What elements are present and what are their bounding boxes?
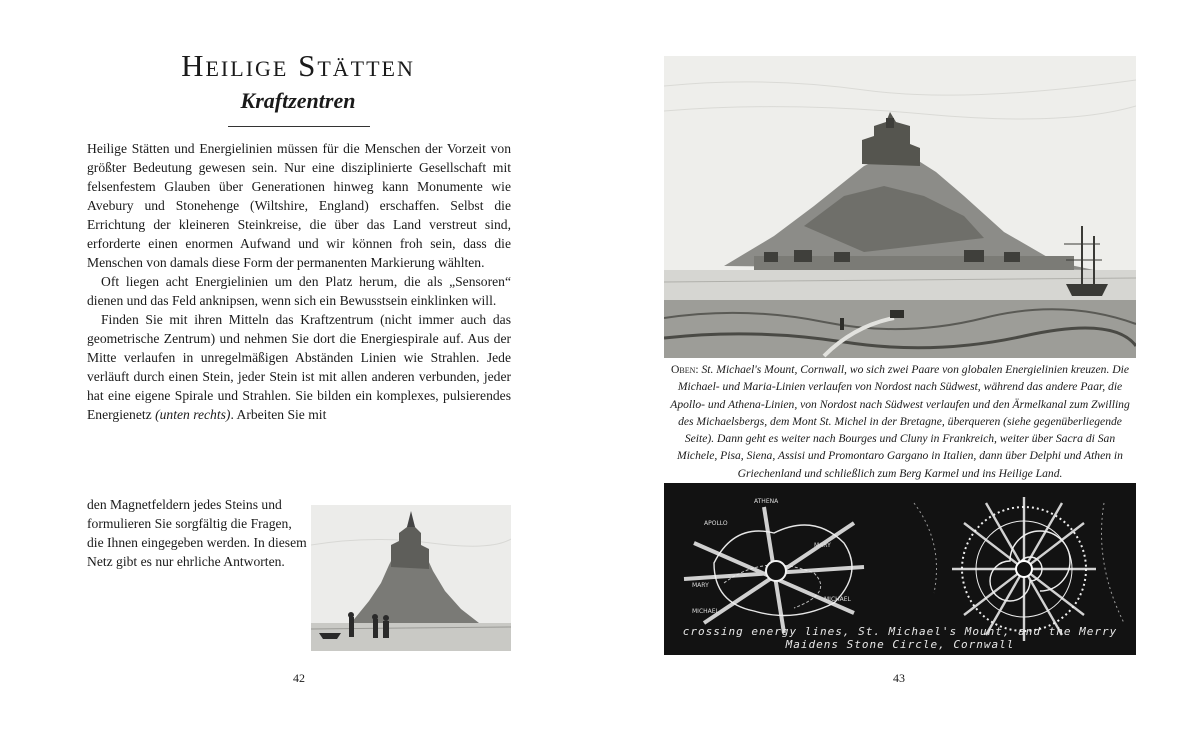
paragraph-2: Oft liegen acht Energielinien um den Platz herum, die als „Sensoren“ dienen und das Feld anknipsen, wenn sich ein Bewusstsein einklinken will. [87,274,511,308]
diagram-label-apollo: APOLLO [704,520,728,527]
caption-lead: Oben: [670,363,699,376]
caption-text: St. Michael's Mount, Cornwall, wo sich zwei Paare von globalen Energielinien kreuzen. Die Michael- und Maria-Linien verlaufen von Nordost nach Südwest, während das andere Paar, die Apollo- und Athena-Linien, von Nordost nach Südwest verlaufen und den Ärmelkanal zum Zwilling des Michaelsbergs, dem Mont St. Michel in der Bretagne, überqueren (siehe gegenüberliegende Seite). Dann geht es weiter nach Bourges und Cluny in Frankreich, weiter über Sacra di San Michele, Pisa, Siena, Assisi und Promontaro Gargano in Italien, dann über Delphi und Athen in Griechenland und schließlich zum Berg Karmel und ins Heilige Land. [670,363,1130,480]
mont-st-michel-illustration [311,505,511,651]
diagram-caption: crossing energy lines, St. Michael's Mount, and the Merry Maidens Stone Circle, Cornwall [682,625,1118,651]
chapter-subtitle: Kraftzentren [240,88,356,113]
diagram-label-athena: ATHENA [754,498,779,505]
title-divider [228,126,370,127]
paragraph-3-tail: . Arbeiten Sie mit [230,407,327,422]
engraving-caption [664,361,1136,482]
st-michaels-mount-engraving [664,56,1136,358]
diagram-label-mary-2: MARY [814,542,831,549]
paragraph-3 [87,310,511,424]
body-text [87,139,511,424]
paragraph-1: Heilige Stätten und Energielinien müssen für die Menschen der Vorzeit von größter Bedeutung gewesen sein. Nur eine disziplinierte Gesellschaft mit felsenfestem Glauben über Generationen hinweg kann Monumente wie Avebury und Stonehenge (Wiltshire, England) erschaffen. Selbst die Errichtung der kleineren Steinkreise, die über das Land verstreut sind, erforderte einen enormen Aufwand und wir können froh sein, dass die Menschen von damals diese Form der permanenten Markierung wählten. [87,141,511,270]
paragraph-3-continuation: den Magnetfeldern jedes Steins und formulieren Sie sorgfältig die Fragen, die Ihnen eingegeben werden. In diesem Netz gibt es nur ehrliche Antworten. [87,497,307,569]
energy-lines-diagram [664,483,1136,655]
right-page [600,0,1200,729]
page-number-right: 43 [893,671,905,685]
paragraph-3-text: Finden Sie mit ihren Mitteln das Kraftzentrum (nicht immer auch das geometrische Zentrum) und nehmen Sie dort die Energiespirale auf. Aus der Mitte verlaufen in unregelmäßigen Abständen Linien wie Strahlen. Jede verläuft durch einen Stein, jeder Stein ist mit allen anderen verbunden, jeder hat eine eigene Spirale und Strahlen. Sie bilden ein komplexes, pulsierendes Energienetz [87,312,511,422]
chapter-title: Heilige Stätten [181,48,415,83]
diagram-label-mary-1: MARY [692,582,709,589]
page-number-left: 42 [293,671,305,685]
diagram-label-michael-2: MICHAEL [824,596,851,603]
diagram-label-michael-1: MICHAEL [692,608,719,615]
st-michaels-mount-drawing [664,56,1136,358]
paragraph-3-reference: (unten rechts) [155,407,231,422]
mont-st-michel-drawing [311,505,511,651]
